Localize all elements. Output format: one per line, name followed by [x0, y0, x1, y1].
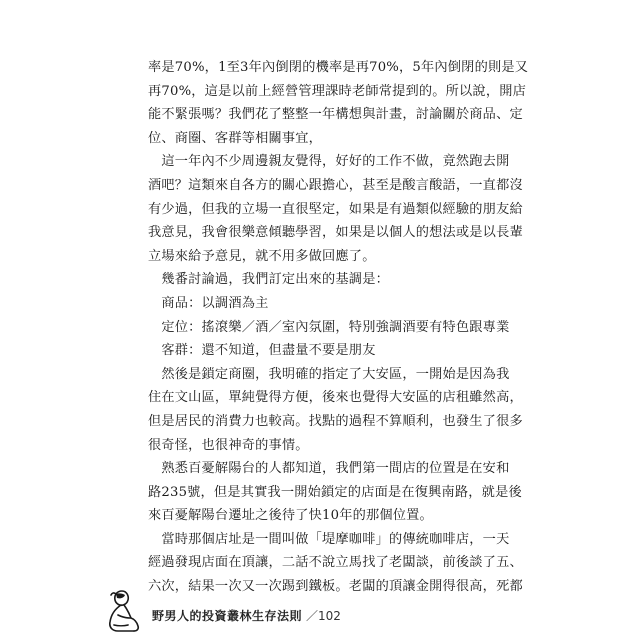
text-line: 然後是鎖定商圈，我明確的指定了大安區，一開始是因為我	[148, 366, 510, 382]
text-line: 很奇怪，也很神奇的事情。	[148, 437, 309, 453]
text-line: 路235號，但是其實我一開始鎖定的店面是在復興南路，就是後	[148, 484, 522, 500]
text-line: 我意見，我會很樂意傾聽學習，如果是以個人的想法或是以長輩	[148, 225, 523, 241]
text-line: 酒吧？這類來自各方的關心跟擔心，甚至是酸言酸語，一直都沒	[148, 177, 523, 193]
text-line: 能不緊張嗎？我們花了整整一年構想與計畫，討論關於商品、定	[148, 107, 523, 123]
text-line: 經過發現店面在頂讓，二話不說立馬找了老闆談，前後談了五、	[148, 555, 523, 571]
text-line: 但是居民的消費力也較高。找點的過程不算順利，也發生了很多	[148, 413, 523, 429]
text-line: 再70%，這是以前上經營管理課時老師常提到的。所以說，開店	[148, 83, 526, 99]
text-line: 六次，結果一次又一次踢到鐵板。老闆的頂讓金開得很高，死都	[148, 579, 523, 595]
text-line: 當時那個店址是一間叫做「堤摩咖啡」的傳統咖啡店，一天	[148, 531, 510, 547]
page-footer	[100, 585, 520, 635]
text-line: 客群：還不知道，但盡量不要是朋友	[148, 343, 376, 359]
text-line: 位、商圈、客群等相關事宜，	[148, 130, 323, 146]
text-line: 率是70%，1至3年內倒閉的機率是再70%，5年內倒閉的則是又	[148, 60, 529, 75]
text-line: 幾番討論過，我們訂定出來的基調是：	[148, 272, 389, 288]
sitting-figure-illustration	[100, 585, 150, 635]
text-line: 住在文山區，單純覺得方便，後來也覺得大安區的店租雖然高，	[148, 390, 523, 406]
text-line: 立場來給予意見，就不用多做回應了。	[148, 248, 376, 264]
text-line: 商品：以調酒為主	[148, 295, 269, 311]
text-line: 這一年內不少周邊親友覺得，好好的工作不做，竟然跑去開	[148, 154, 510, 170]
text-line: 來百憂解陽台遷址之後待了快10年的那個位置。	[148, 508, 433, 524]
text-line: 有少過，但我的立場一直很堅定，如果是有過類似經驗的朋友給	[148, 201, 523, 217]
book-title: 野男人的投資叢林生存法則	[152, 609, 303, 623]
text-line: 定位：搖滾樂／酒／室內氛圍，特別強調酒要有特色跟專業	[148, 319, 510, 335]
page-number: ／102	[306, 609, 341, 623]
text-line: 熟悉百憂解陽台的人都知道，我們第一間店的位置是在安和	[148, 461, 510, 477]
body-text	[148, 56, 529, 599]
